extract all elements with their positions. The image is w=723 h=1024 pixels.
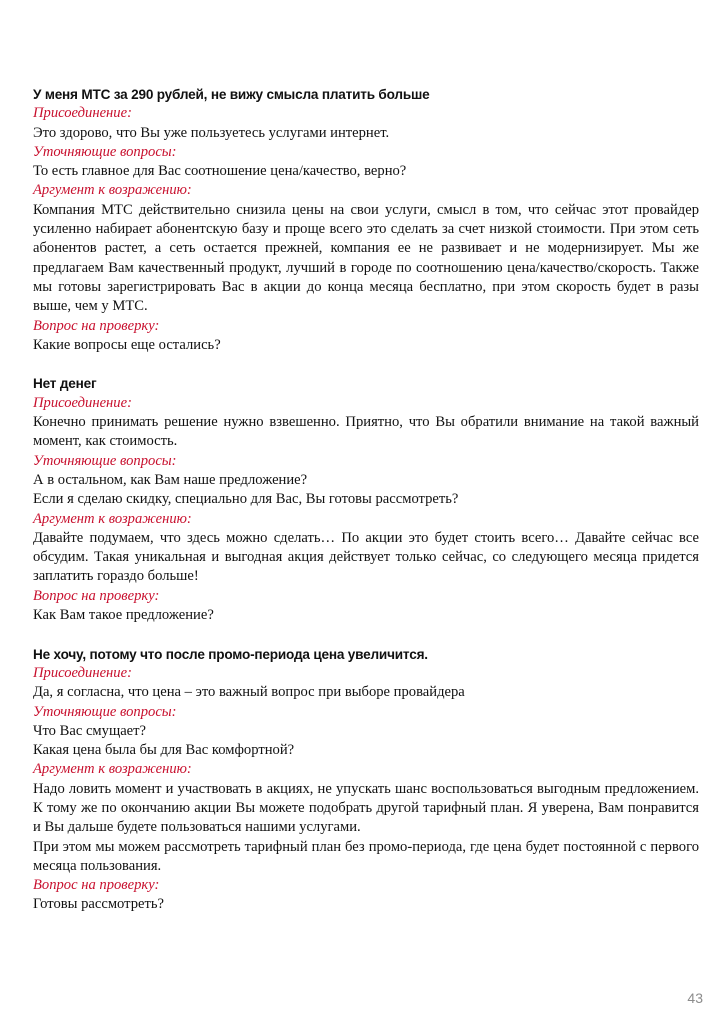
questions-label: Уточняющие вопросы: — [33, 452, 177, 469]
argument-label: Аргумент к возражению: — [33, 510, 192, 527]
document-content — [33, 85, 699, 934]
join-text: Это здорово, что Вы уже пользуетесь услугами интернет. — [33, 124, 390, 141]
join-label: Присоединение: — [33, 105, 132, 122]
join-text: Да, я согласна, что цена – это важный вопрос при выборе провайдера — [33, 684, 465, 701]
check-label: Вопрос на проверку: — [33, 877, 160, 894]
question-item: Если я сделаю скидку, специально для Вас, Вы готовы рассмотреть? — [33, 491, 459, 508]
check-text: Какие вопросы еще остались? — [33, 336, 221, 353]
objection-section-promo-price — [33, 645, 699, 915]
question-item: Что Вас смущает? — [33, 722, 147, 739]
join-label: Присоединение: — [33, 664, 132, 681]
page-number: 43 — [687, 990, 703, 1006]
question-item: А в остальном, как Вам наше предложение? — [33, 471, 308, 488]
check-text: Как Вам такое предложение? — [33, 607, 214, 624]
check-text: Готовы рассмотреть? — [33, 896, 164, 913]
argument-label: Аргумент к возражению: — [33, 761, 192, 778]
check-label: Вопрос на проверку: — [33, 317, 160, 334]
question-item: Какая цена была бы для Вас комфортной? — [33, 742, 295, 759]
questions-label: Уточняющие вопросы: — [33, 143, 177, 160]
questions-label: Уточняющие вопросы: — [33, 703, 177, 720]
objection-section-mts — [33, 85, 699, 355]
argument-text: Надо ловить момент и участвовать в акциях, не упускать шанс воспользоваться выгодным предложением. К тому же по окончанию акции Вы можете подобрать другой тарифный план. Я уверена, Вам понравится и Вы дальше будете пользоваться нашими услугами. — [33, 780, 699, 836]
argument-text: Компания МТС действительно снизила цены на свои услуги, смысл в том, что сейчас этот провайдер усиленно набирает абонентскую базу и проще всего это сделать за счет низкой стоимости. При этом сеть абонентов растет, а сеть остается прежней, компания ее не развивает и не модернизирует. Мы же предлагаем Вам качественный продукт, лучший в городе по соотношению цена/качество/скорость. Также мы готовы зарегистрировать Вас в акции до конца месяца бесплатно, при этом скорость будет в разы выше, чем у МТС. — [33, 201, 699, 315]
check-label: Вопрос на проверку: — [33, 587, 160, 604]
objection-heading: Не хочу, потому что после промо-периода цена увеличится. — [33, 646, 428, 662]
argument-label: Аргумент к возражению: — [33, 182, 192, 199]
argument-text: Давайте подумаем, что здесь можно сделать… По акции это будет стоить всего… Давайте сейчас все обсудим. Такая уникальная и выгодная акция действует только сейчас, со следующего месяца придется заплатить гораздо больше! — [33, 529, 699, 585]
objection-heading: Нет денег — [33, 376, 97, 392]
objection-section-no-money — [33, 374, 699, 625]
argument-text: При этом мы можем рассмотреть тарифный план без промо-периода, где цена будет постоянной с первого месяца пользования. — [33, 838, 699, 874]
join-text: Конечно принимать решение нужно взвешенно. Приятно, что Вы обратили внимание на такой важный момент, как стоимость. — [33, 414, 699, 450]
objection-heading: У меня МТС за 290 рублей, не вижу смысла платить больше — [33, 87, 430, 102]
join-label: Присоединение: — [33, 394, 132, 411]
question-item: То есть главное для Вас соотношение цена/качество, верно? — [33, 163, 407, 180]
